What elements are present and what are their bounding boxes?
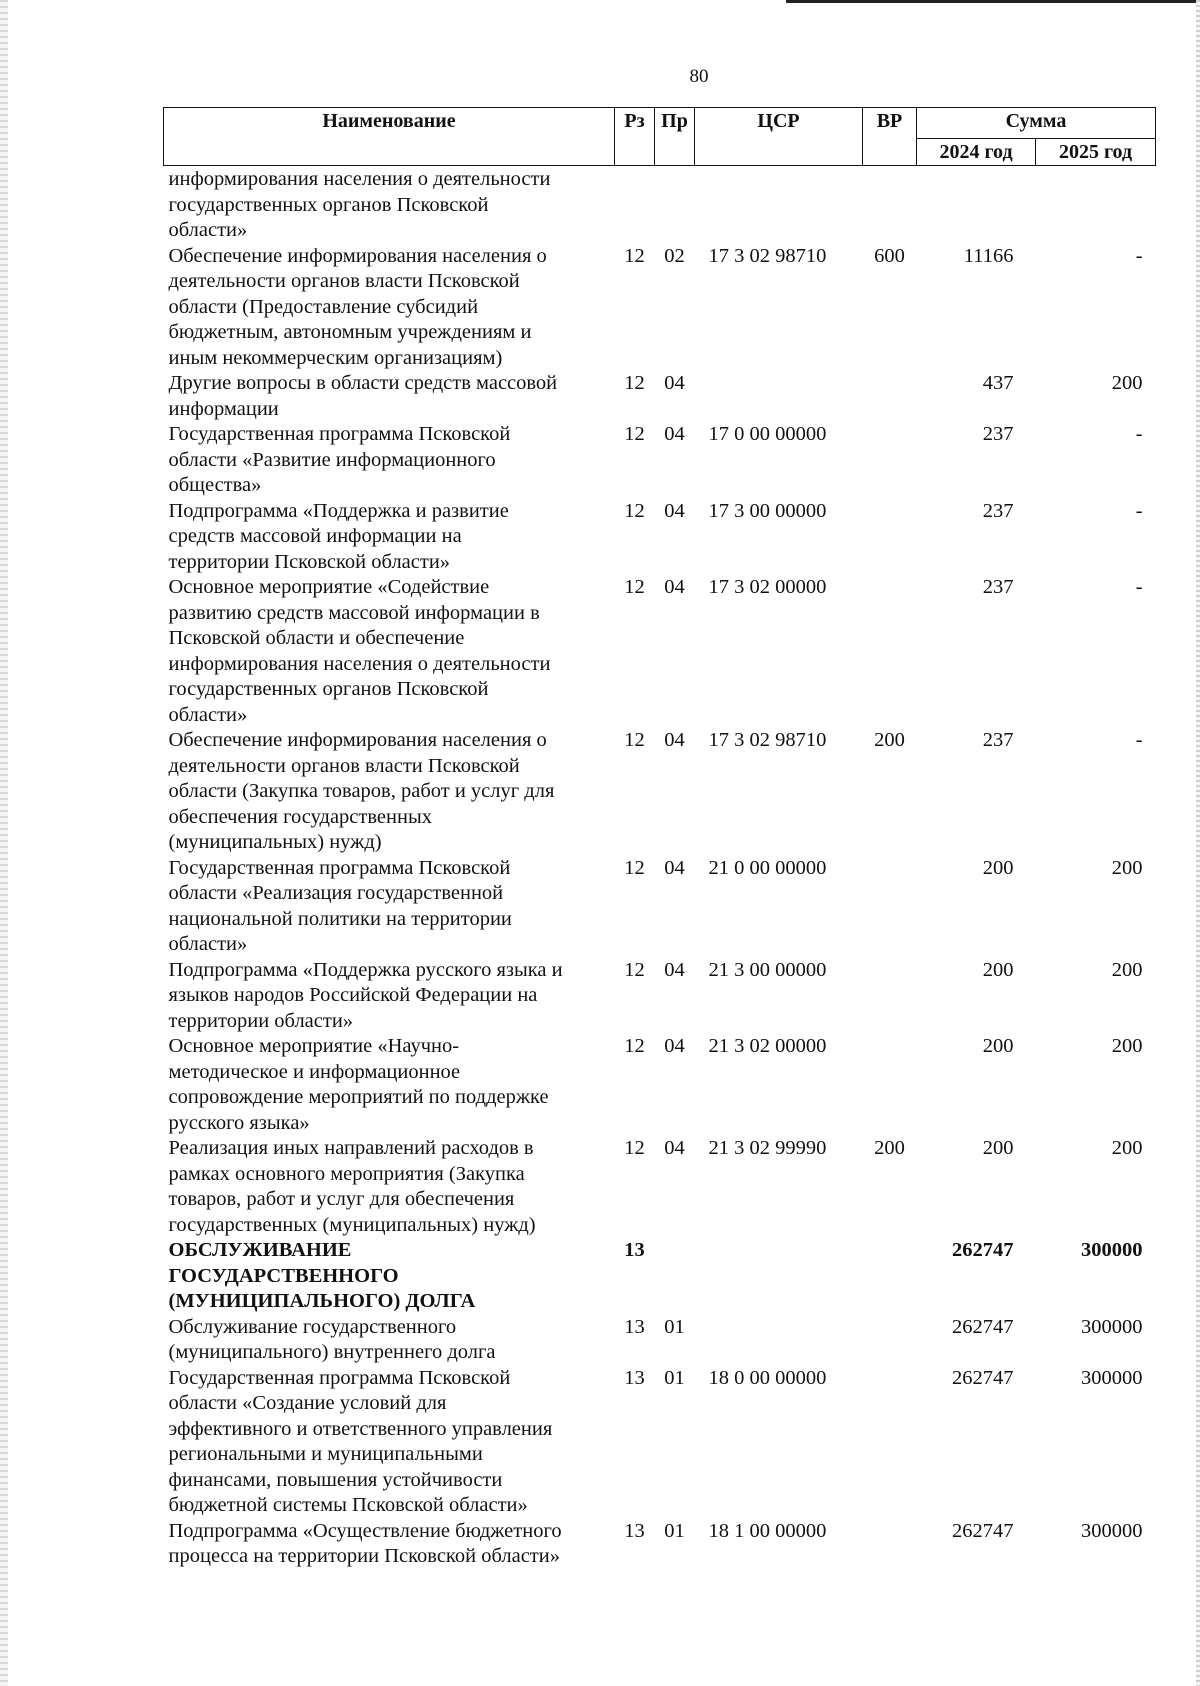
cell-name bbox=[164, 1034, 615, 1136]
cell-pr bbox=[655, 166, 695, 244]
cell-name-line: области» bbox=[168, 219, 248, 241]
cell-sum-2025: - bbox=[1135, 576, 1143, 598]
scan-edge-right bbox=[1196, 0, 1200, 1686]
cell-name bbox=[164, 575, 615, 728]
table-body bbox=[164, 166, 1156, 1570]
cell-name-line: информирования населения о деятельности bbox=[168, 652, 551, 675]
header-year-2024: 2024 год bbox=[917, 139, 1036, 166]
table-row bbox=[164, 1136, 1156, 1238]
cell-name-line: (муниципального) внутреннего долга bbox=[168, 1341, 496, 1363]
table-row bbox=[164, 575, 1156, 728]
cell-sum-2025: 200 bbox=[1111, 958, 1143, 981]
cell-sum-2025: - bbox=[1135, 729, 1143, 751]
cell-csr: 18 0 00 00000 bbox=[708, 1366, 827, 1389]
cell-sum-2024: 237 bbox=[982, 729, 1014, 751]
cell-name-line: области» bbox=[168, 933, 248, 955]
cell-name-line: Государственная программа Псковской bbox=[168, 423, 511, 445]
cell-vr bbox=[863, 499, 917, 576]
header-year-2025: 2025 год bbox=[1036, 139, 1156, 166]
cell-name-line: государственных (муниципальных) нужд) bbox=[168, 1213, 536, 1236]
cell-name-line: (МУНИЦИПАЛЬНОГО) ДОЛГА bbox=[168, 1290, 476, 1312]
cell-rz: 12 bbox=[624, 499, 645, 522]
cell-name-line: языков народов Российской Федерации на bbox=[168, 984, 538, 1006]
cell-csr: 21 3 02 99990 bbox=[708, 1137, 827, 1159]
cell-name bbox=[164, 958, 615, 1035]
header-name: Наименование bbox=[164, 108, 615, 166]
cell-name-line: ОБСЛУЖИВАНИЕ bbox=[168, 1239, 352, 1261]
cell-sum-2024: 200 bbox=[982, 856, 1014, 879]
header-pr: Пр bbox=[655, 108, 695, 166]
cell-rz: 12 bbox=[624, 1137, 645, 1159]
cell-vr bbox=[863, 166, 917, 244]
cell-name-line: области (Закупка товаров, работ и услуг для bbox=[168, 780, 555, 802]
cell-name-line: рамках основного мероприятия (Закупка bbox=[168, 1162, 525, 1185]
cell-name-line: ГОСУДАРСТВЕННОГО bbox=[168, 1264, 399, 1287]
cell-vr bbox=[863, 371, 917, 422]
cell-sum-2025: 200 bbox=[1111, 372, 1143, 394]
cell-rz: 12 bbox=[624, 423, 645, 445]
cell-pr: 04 bbox=[664, 729, 685, 751]
cell-sum-2024 bbox=[917, 166, 1036, 244]
cell-name-line: информирования населения о деятельности bbox=[168, 168, 551, 190]
table-row bbox=[164, 728, 1156, 856]
cell-name-line: общества» bbox=[168, 474, 262, 496]
cell-name-line: Подпрограмма «Поддержка русского языка и bbox=[168, 958, 563, 981]
cell-name-line: развитию средств массовой информации в bbox=[168, 601, 540, 624]
cell-sum-2025: 300000 bbox=[1081, 1519, 1143, 1542]
cell-name-line: Подпрограмма «Осуществление бюджетного bbox=[168, 1519, 562, 1542]
cell-sum-2025: 300000 bbox=[1081, 1239, 1143, 1261]
cell-name-line: товаров, работ и услуг для обеспечения bbox=[168, 1188, 515, 1210]
cell-csr: 18 1 00 00000 bbox=[708, 1519, 827, 1542]
cell-name-line: Основное мероприятие «Научно- bbox=[168, 1035, 460, 1057]
table-row bbox=[164, 371, 1156, 422]
cell-sum-2025 bbox=[1036, 166, 1156, 244]
table-row bbox=[164, 1366, 1156, 1519]
cell-vr: 200 bbox=[874, 1137, 905, 1159]
cell-name-line: деятельности органов власти Псковской bbox=[168, 270, 520, 292]
table-row bbox=[164, 422, 1156, 499]
cell-rz: 12 bbox=[624, 576, 645, 598]
cell-csr: 21 0 00 00000 bbox=[708, 856, 827, 879]
cell-name-line: информации bbox=[168, 397, 279, 420]
cell-name bbox=[164, 1136, 615, 1238]
cell-vr bbox=[863, 1366, 917, 1519]
cell-name-line: методическое и информационное bbox=[168, 1060, 461, 1083]
cell-csr: 21 3 02 00000 bbox=[708, 1035, 827, 1057]
header-csr: ЦСР bbox=[695, 108, 863, 166]
header-rz: Рз bbox=[615, 108, 655, 166]
cell-name-line: (муниципальных) нужд) bbox=[168, 831, 382, 853]
cell-name bbox=[164, 1519, 615, 1570]
cell-rz: 12 bbox=[624, 1035, 645, 1057]
cell-vr bbox=[863, 1519, 917, 1570]
cell-name-line: сопровождение мероприятий по поддержке bbox=[168, 1086, 549, 1108]
cell-name bbox=[164, 244, 615, 372]
cell-vr bbox=[863, 422, 917, 499]
cell-vr bbox=[863, 1315, 917, 1366]
header-sum: Сумма bbox=[917, 108, 1156, 139]
cell-name-line: эффективного и ответственного управления bbox=[168, 1417, 553, 1440]
table-row bbox=[164, 958, 1156, 1035]
cell-sum-2025: 300000 bbox=[1081, 1366, 1143, 1389]
cell-name-line: иным некоммерческим организациям) bbox=[168, 346, 503, 369]
cell-rz: 12 bbox=[624, 729, 645, 751]
table-row bbox=[164, 166, 1156, 244]
cell-sum-2025: - bbox=[1135, 499, 1143, 522]
cell-pr: 04 bbox=[664, 1035, 685, 1057]
cell-sum-2025: 200 bbox=[1111, 1035, 1143, 1057]
table-row bbox=[164, 856, 1156, 958]
table-header bbox=[164, 108, 1156, 166]
cell-pr: 04 bbox=[664, 372, 685, 394]
budget-table bbox=[163, 107, 1156, 1570]
cell-name-line: области «Создание условий для bbox=[168, 1392, 447, 1414]
cell-vr bbox=[863, 1238, 917, 1315]
cell-name-line: бюджетной системы Псковской области» bbox=[168, 1494, 528, 1516]
cell-name-line: Другие вопросы в области средств массовой bbox=[168, 372, 558, 394]
cell-name bbox=[164, 166, 615, 244]
cell-name-line: области «Развитие информационного bbox=[168, 448, 496, 471]
cell-rz: 12 bbox=[624, 244, 645, 267]
cell-vr bbox=[863, 958, 917, 1035]
cell-pr: 01 bbox=[664, 1519, 685, 1542]
cell-name-line: Обеспечение информирования населения о bbox=[168, 244, 547, 267]
cell-rz: 13 bbox=[624, 1239, 645, 1261]
cell-pr: 01 bbox=[664, 1315, 685, 1338]
cell-name-line: Псковской области и обеспечение bbox=[168, 627, 465, 649]
cell-name-line: деятельности органов власти Псковской bbox=[168, 754, 520, 777]
cell-name-line: Реализация иных направлений расходов в bbox=[168, 1137, 534, 1159]
cell-sum-2024: 237 bbox=[982, 499, 1014, 522]
scan-edge-left bbox=[0, 0, 8, 1686]
cell-name bbox=[164, 728, 615, 856]
cell-sum-2025: - bbox=[1135, 423, 1143, 445]
scan-edge-top bbox=[786, 0, 1200, 3]
cell-name-line: территории области» bbox=[168, 1009, 354, 1032]
cell-rz: 13 bbox=[624, 1315, 645, 1338]
cell-name-line: региональными и муниципальными bbox=[168, 1443, 483, 1465]
cell-csr bbox=[695, 1315, 863, 1366]
cell-vr: 600 bbox=[874, 244, 905, 267]
cell-pr: 04 bbox=[664, 576, 685, 598]
cell-name bbox=[164, 1238, 615, 1315]
table-row bbox=[164, 1238, 1156, 1315]
cell-sum-2024: 262747 bbox=[952, 1519, 1014, 1542]
cell-vr bbox=[863, 856, 917, 958]
cell-name-line: русского языка» bbox=[168, 1111, 310, 1134]
cell-name bbox=[164, 856, 615, 958]
cell-rz: 13 bbox=[624, 1519, 645, 1542]
cell-name-line: Подпрограмма «Поддержка и развитие bbox=[168, 499, 509, 522]
cell-csr: 21 3 00 00000 bbox=[708, 958, 827, 981]
cell-sum-2024: 237 bbox=[982, 576, 1014, 598]
cell-rz bbox=[615, 166, 655, 244]
cell-name-line: государственных органов Псковской bbox=[168, 193, 489, 216]
table-row bbox=[164, 1315, 1156, 1366]
cell-sum-2024: 200 bbox=[982, 1137, 1014, 1159]
cell-pr: 04 bbox=[664, 958, 685, 981]
cell-name-line: обеспечения государственных bbox=[168, 805, 432, 828]
page-number: 80 bbox=[689, 66, 709, 87]
cell-name-line: области «Реализация государственной bbox=[168, 882, 504, 904]
cell-name-line: Государственная программа Псковской bbox=[168, 1366, 511, 1389]
cell-csr bbox=[695, 1238, 863, 1315]
cell-pr: 04 bbox=[664, 423, 685, 445]
cell-name bbox=[164, 1366, 615, 1519]
cell-vr: 200 bbox=[874, 729, 905, 751]
cell-name-line: финансами, повышения устойчивости bbox=[168, 1468, 503, 1491]
cell-sum-2024: 200 bbox=[982, 958, 1014, 981]
cell-sum-2024: 237 bbox=[982, 423, 1014, 445]
cell-rz: 13 bbox=[624, 1366, 645, 1389]
cell-sum-2025: 200 bbox=[1111, 856, 1143, 879]
cell-sum-2024: 437 bbox=[982, 372, 1014, 394]
cell-rz: 12 bbox=[624, 958, 645, 981]
table-row bbox=[164, 499, 1156, 576]
cell-vr bbox=[863, 1034, 917, 1136]
header-vr: ВР bbox=[863, 108, 917, 166]
cell-name-line: национальной политики на территории bbox=[168, 907, 512, 930]
cell-pr: 04 bbox=[664, 499, 685, 522]
cell-name-line: области» bbox=[168, 703, 248, 726]
cell-pr: 04 bbox=[664, 856, 685, 879]
cell-name-line: области (Предоставление субсидий bbox=[168, 295, 479, 318]
cell-pr: 04 bbox=[664, 1137, 685, 1159]
table-row bbox=[164, 1519, 1156, 1570]
cell-csr: 17 0 00 00000 bbox=[708, 423, 827, 445]
cell-sum-2024: 11166 bbox=[963, 244, 1014, 267]
cell-name-line: Основное мероприятие «Содействие bbox=[168, 576, 490, 598]
cell-csr: 17 3 02 00000 bbox=[708, 576, 827, 598]
cell-vr bbox=[863, 575, 917, 728]
cell-sum-2024: 262747 bbox=[952, 1239, 1014, 1261]
cell-name-line: государственных органов Псковской bbox=[168, 678, 489, 700]
cell-name-line: Обслуживание государственного bbox=[168, 1315, 457, 1338]
cell-pr: 01 bbox=[664, 1366, 685, 1389]
cell-name-line: территории Псковской области» bbox=[168, 550, 451, 573]
cell-name-line: Обеспечение информирования населения о bbox=[168, 729, 547, 751]
cell-name-line: средств массовой информации на bbox=[168, 525, 462, 547]
cell-name-line: процесса на территории Псковской области» bbox=[168, 1545, 560, 1567]
cell-sum-2024: 262747 bbox=[952, 1366, 1014, 1389]
cell-rz: 12 bbox=[624, 372, 645, 394]
cell-pr: 02 bbox=[664, 244, 685, 267]
cell-pr bbox=[655, 1238, 695, 1315]
cell-csr: 17 3 00 00000 bbox=[708, 499, 827, 522]
cell-name bbox=[164, 499, 615, 576]
cell-sum-2025: 200 bbox=[1111, 1137, 1143, 1159]
cell-csr bbox=[695, 371, 863, 422]
table-row bbox=[164, 1034, 1156, 1136]
cell-rz: 12 bbox=[624, 856, 645, 879]
cell-name bbox=[164, 371, 615, 422]
cell-name bbox=[164, 1315, 615, 1366]
cell-csr: 17 3 02 98710 bbox=[708, 244, 827, 267]
cell-sum-2025: 300000 bbox=[1081, 1315, 1143, 1338]
cell-name bbox=[164, 422, 615, 499]
cell-sum-2025: - bbox=[1135, 244, 1143, 267]
table-row bbox=[164, 244, 1156, 372]
cell-csr: 17 3 02 98710 bbox=[708, 729, 827, 751]
cell-sum-2024: 262747 bbox=[952, 1315, 1014, 1338]
cell-sum-2024: 200 bbox=[982, 1035, 1014, 1057]
cell-name-line: Государственная программа Псковской bbox=[168, 856, 511, 879]
cell-csr bbox=[695, 166, 863, 244]
cell-name-line: бюджетным, автономным учреждениям и bbox=[168, 321, 532, 343]
